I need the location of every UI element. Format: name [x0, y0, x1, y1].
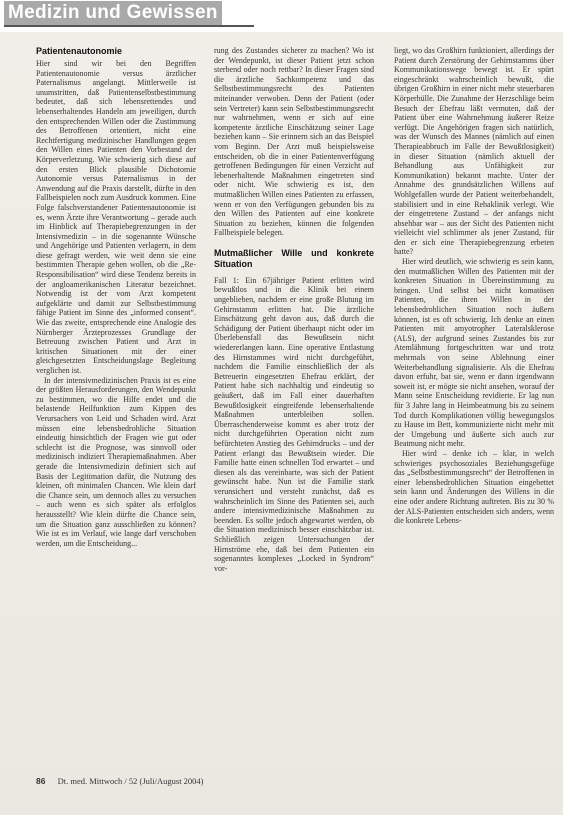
- text-column-2: [214, 46, 374, 573]
- section-title: Medizin und Gewissen: [4, 1, 222, 25]
- paragraph: Fall 1: Ein 67jähriger Patient erlitten wird bewußtlos und in die Klinik bei einem ungeblieben, nachdem er eine große Blutung im Gehirnstamm erlitten hat. Die ärztliche Einschätzung geht davon aus, daß durch die Schädigung der Patient überhaupt nicht oder im Überlebensfall das Bewußtsein nicht wiedererlangen kann. Eine operative Entlastung des Hirnstammes wird nicht durchgeführt, nachdem die Familie einschließlich der als Betreuerin eingesetzten Ehefrau erklärt, der Patient habe sich nachhaltig und eindeutig so geäußert, daß im Fall einer dauerhaften Bewußtlosigkeit eingreifende lebenserhaltende Maßnahmen unterbleiben sollen. Überraschenderweise kommt es aber trotz der nicht durchgeführten Operation nicht zum befürchteten Anstieg des Gehirndrucks – und der Patient erlangt das Bewußtsein wieder. Die Familie hatte einen schnellen Tod erwartet – und diesen als das vereinbarte, was sich der Patient gewünscht habe. Nun ist die Familie stark verunsichert und versteht zunächst, daß es wahrscheinlich im Sinne des Patienten sei, auch andere intensivmedizinische Maßnahmen zu beenden. Es sollte jedoch abgewartet werden, ob die Situation medizinisch besser einschätzbar ist. Schließlich zeigen Untersuchungen der Hirnströme ehe, daß bei dem Patienten ein sogenanntes komplexes „Locked in Syndrom“ vor-: [214, 275, 374, 573]
- paragraph: Hier sind wir bei den Begriffen Patientenautonomie versus ärztlicher Paternalismus angelangt. Mittlerweile ist unumstritten, daß Patientenselbstbestimmung bedeutet, daß sich lebensrettendes und lebenserhaltendes Handeln am jeweiligen, durch den entsprechenden Willen oder die Zustimmung des Betroffenen orientiert, nicht eine Rechtfertigung medizinischer Handlungen gegen den Willen eines Patienten den Vorbestand der Körperverletzung. Wie schwierig sich diese auf den ersten Blick plausible Dichotomie Autonomie versus Paternalismus in der Anwendung auf die Praxis darstellt, dürfte in den Fallbeispielen noch zum Ausdruck kommen. Eine Folge falschverstandener Patientenautonomie ist es, wenn Ärzte ihre Verantwortung – gerade auch im Hinblick auf Therapiebegrenzungen in der Intensivmedizin – in die sogenannte Wünsche und Angehörige und Patienten verlagern, in dem diese gefragt werden, wie weit denn sie eine bestimmten Therapie gehen wollen, ob die „Re-Responsibilisation“ wird diese Tendenz bereits in der angloamerikanischen Literatur bezeichnet. Notwendig ist der vom Arzt kompetent aufgeklärte und damit zur Selbstbestimmung fähige Patient im Sinne des „informed consent“. Wie das zweite, entsprechende eine Analogie des Nürnberger Ärzteprozesses Grundlage der Betreuung zwischen Patient und Arzt in kritischen Situationen mit der einer gleichgesetzten Entscheidungslage Begleitung verglichen ist.: [36, 59, 196, 375]
- header-rule: [4, 25, 254, 27]
- paragraph: Hier wird deutlich, wie schwierig es sein kann, den mutmaßlichen Willen des Patienten mit der konkreten Situation in Übereinstimmung zu bringen. Und selbst bei nicht komatösen Patienten, die ihren Willen in der lebensbedrohlichen Situation noch äußern können, ist es oft schwierig. Ich denke an einen Patienten mit amyotropher Lateralsklerose (ALS), der aufgrund seines Zustandes bis zur Atemlähmung fortgeschritten war und trotz mehrmals von seine Ablehnung einer Weiterbehandlung signalisierte. Als die Ehefrau davon erfuhr, bat sie, wenn er dann irgendwann soweit ist, er mögte sie nicht ansehen, worauf der Mann seine Entscheidung revidierte. Er lag nun für 3 Jahre lang in Heimbeatmung bis zu seinem Tod durch Komplikationen völlig bewegungslos zu Hause im Bett, kommunizierte nicht mehr mit der Umgebung und äußerte sich auch zur Beatmung nicht mehr.: [394, 257, 554, 449]
- paragraph: Hier wird – denke ich – klar, in welch schwieriges psychosoziales Beziehungsgefüge das „Selbstbestimmungsrecht“ der Betroffenen in einer lebensbedrohlichen Situation eingebettet sein kann und Änderungen des Willens in die eine oder andere Richtung auftreten. Bis zu 30 % der ALS-Patienten entscheiden sich anders, wenn die konkrete Lebens-: [394, 448, 554, 526]
- paragraph: In der intensivmedizinischen Praxis ist es eine der größten Herausforderungen, den Wendepunkt zu bestimmen, wo die Hilfe endet und die belastende Heilfunktion zum Kippen des Verursachers von Leid und Schaden wird. Arzt müssen eine lebensbedrohliche Situation eindeutig hinsichtlich der Fragen wie gut oder schlecht ist die Prognose, was sinnvoll oder medizinisch indiziert Therapiemaßnahmen. Aber gerade die Intensivmedizin definiert sich auf Basis der Legitimation dafür, die Nutzung des kleinen, oft minimalen Chancen. Wie klein darf die Chance sein, um dennoch alles zu versuchen – auch wenn es sich später als erfolglos herausstellt? Wie klein dürfte die Chance sein, um die Situation ganz ausschließen zu können? Wie ist es im Verlauf, wie lange darf verschoben werden, um die Entscheidung...: [36, 375, 196, 548]
- paragraph: rung des Zustandes sicherer zu machen? Wo ist der Wendepunkt, ist dieser Patient jetzt schon sterbend oder noch rettbar? In dieser Fragen sind die ärztliche Sachkompetenz und das Selbstbestimmungsrecht des Patienten miteinander verwoben. Denn der Patient (oder sein Vertreter) kann sein Selbstbestimmungsrecht nur wahrnehmen, wenn er sich auf eine kompetente ärztliche Einschätzung seiner Lage beziehen kann – Sie erinnern sich an das Beispiel vom Beginn. Der Arzt muß beispielsweise entscheiden, ob die in einer Patientenverfügung getroffenen Bedingungen für einen Verzicht auf lebenerhaltende Maßnahmen eingetreten sind oder nicht. Wie schwierig es ist, den mutmaßlichen Willen eines Patienten zu erfassen, wenn er von den Verfügungen gebunden bis zu den Willen des Patienten auf eine konkrete Situation zu beziehen, können die folgenden Fallbeispiele belegen.: [214, 46, 374, 238]
- paragraph: liegt, wo das Großhirn funktioniert, allerdings der Patient durch Zerstörung der Gehirnstamms über Kommunikationswege bewegt ist. Er spürt eingeschränkt wahrscheinlich bewußt, die übrigen Großhirn in einer nicht mehr steuerbaren Körperhülle. Die Zunahme der Herzschläge beim Besuch der Ehefrau läßt vermuten, daß der Patient über eine Wahrnehmung äußerer Reize verfügt. Die Angehörigen fragen sich natürlich, was der Wunsch des Mannes (nämlich auf einen Therapieabbruch im Falle der Bewußtlosigkeit) in dieser Situation (nämlich aktuell der Behandlung aus Unfähigkeit zur Kommunikation) bekannt machte. Unter der Annahme des grundsätzlichen Willens auf Wohlgefallen wurde der Patient weiterbehandelt, stabilisiert und in eine Rehaklinik verlegt. Wie der eingetretene Zustand – der anfangs nicht absehbar war – aus der Sicht des Patienten nicht vielleicht viel schlimmer als jener Zustand, für den er sich eine Therapiebegrenzung erbeten hatte?: [394, 46, 554, 257]
- page-footer: [36, 776, 204, 786]
- text-column-1: [36, 46, 196, 548]
- text-column-3: [394, 46, 554, 526]
- article-subheading: Mutmaßlicher Wille und konkrete Situation: [214, 247, 374, 269]
- page-header: [0, 0, 563, 32]
- article-heading: Patientenautonomie: [36, 46, 123, 56]
- journal-citation: Dt. med. Mittwoch / 52 (Juli/August 2004): [57, 776, 204, 786]
- page-number: 86: [36, 776, 46, 786]
